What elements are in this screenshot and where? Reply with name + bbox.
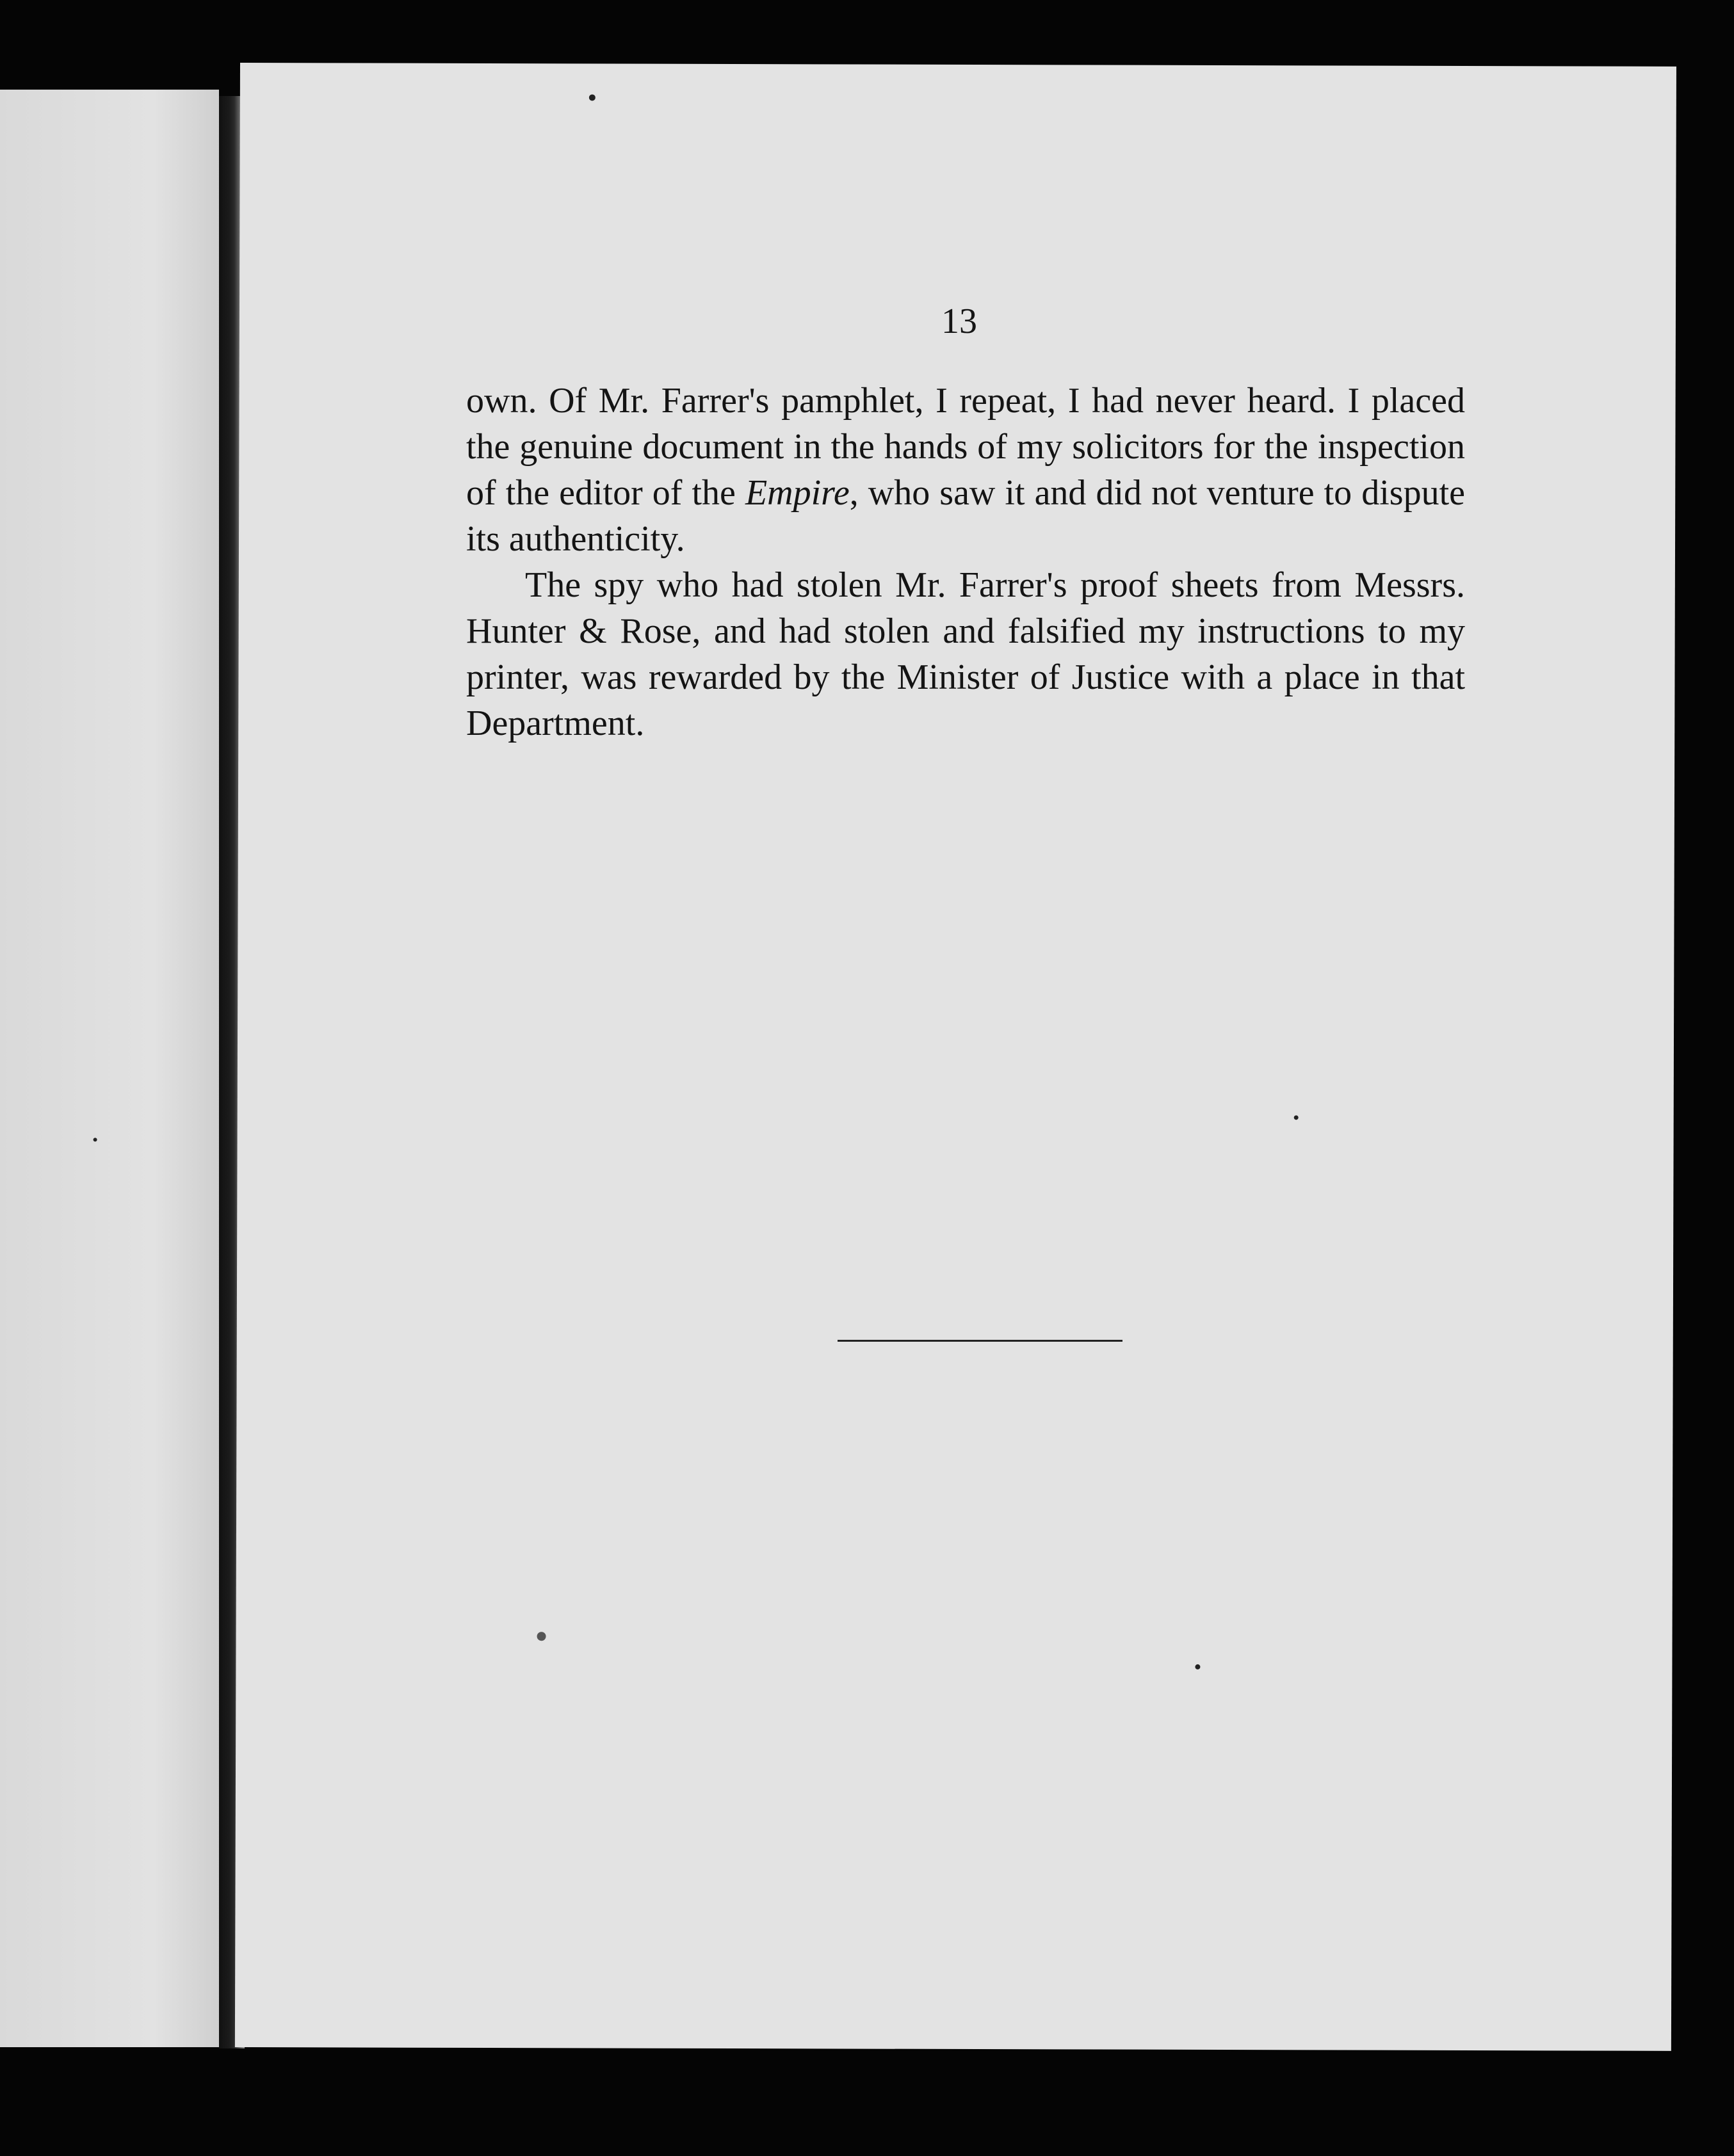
paragraph-1-text-end: , who saw it and did not venture to dispute its authenticity. — [466, 473, 1465, 559]
paper-speck — [537, 1632, 546, 1641]
page-number: 13 — [941, 302, 977, 341]
newspaper-title-empire: Empire — [745, 473, 850, 513]
left-page — [0, 90, 219, 2047]
paper-speck — [1294, 1115, 1299, 1120]
section-rule — [838, 1340, 1122, 1342]
paper-speck — [589, 94, 596, 101]
right-page — [235, 63, 1676, 2051]
paragraph-2: The spy who had stolen Mr. Farrer's proof sheets from Messrs. Hunter & Rose, and had stolen and falsified my instructions to my printer, was rewarded by the Minister of Justice with a place in that Department. — [466, 565, 1465, 743]
paragraph-1-text-start: own. Of Mr. Farrer's pamphlet, I repeat, I had never heard. I placed the genuine document in the hands of my solicitors for the inspection of the editor of the — [466, 381, 1465, 513]
paper-speck — [93, 1138, 97, 1141]
paragraph-1 — [466, 378, 1465, 562]
body-text — [466, 378, 1465, 746]
paper-speck — [1195, 1664, 1200, 1669]
